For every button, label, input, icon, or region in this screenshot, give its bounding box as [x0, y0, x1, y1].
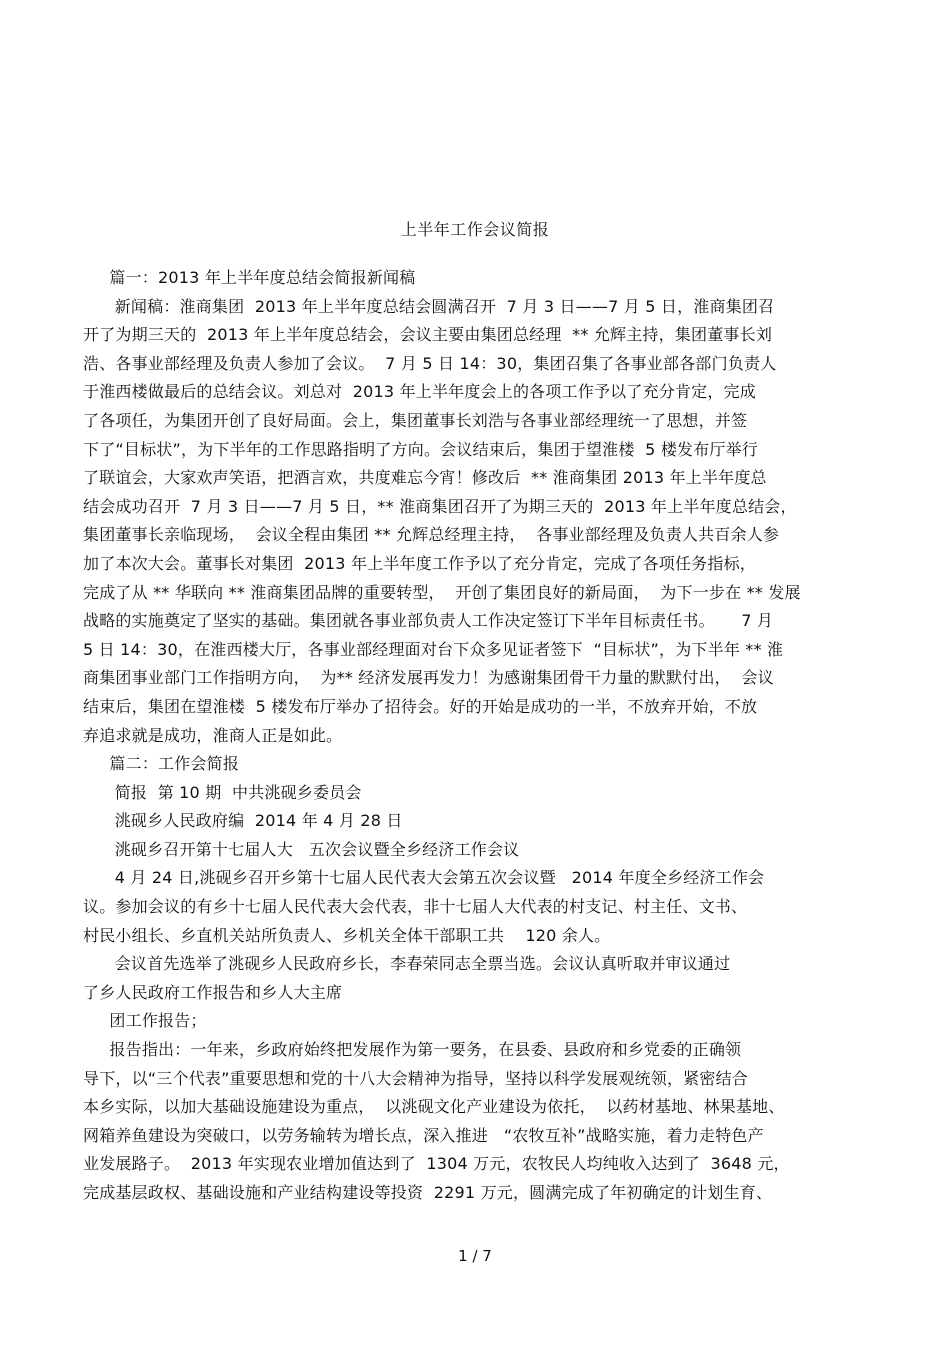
text-line: 4 月 24 日,洮砚乡召开乡第十七届人民代表大会第五次会议暨 2014 年度全乡经济工作会 — [83, 868, 765, 888]
text-line: 篇二：工作会简报 — [83, 754, 240, 774]
text-line: 结会成功召开 7 月 3 日——7 月 5 日，** 淮商集团召开了为期三天的 2013 年上半年度总结会， — [83, 496, 797, 516]
text-line: 了乡人民政府工作报告和乡人大主席 — [83, 982, 343, 1002]
text-line: 完成基层政权、基础设施和产业结构建设等投资 2291 万元，圆满完成了年初确定的计划生育、 — [83, 1183, 773, 1202]
text-line: 团工作报告； — [83, 1011, 207, 1031]
text-line: 商集团事业部门工作指明方向， 为** 经济发展再发力！为感谢集团骨干力量的默默付出， 会议 — [83, 668, 774, 688]
text-line: 洮砚乡人民政府编 2014 年 4 月 28 日 — [83, 811, 403, 831]
text-line: 业发展路子。 2013 年实现农业增加值达到了 1304 万元，农牧民人均纯收入达到了 3648 元， — [83, 1154, 790, 1174]
text-line: 了联谊会，大家欢声笑语，把酒言欢，共度难忘今宵！修改后 ** 淮商集团 2013 年上半年度总 — [83, 468, 767, 488]
text-line: 浩、各事业部经理及负责人参加了会议。 7 月 5 日 14：30，集团召集了各事业部各部门负责人 — [83, 353, 777, 373]
text-line: 5 日 14：30，在淮西楼大厅，各事业部经理面对台下众多见证者签下 “目标状”，为下半年 ** 淮 — [83, 639, 784, 659]
text-line: 会议首先选举了洮砚乡人民政府乡长，李春荣同志全票当选。会议认真听取并审议通过 — [83, 954, 731, 974]
text-line: 加了本次大会。董事长对集团 2013 年上半年度工作予以了充分肯定，完成了各项任务指标， — [83, 553, 756, 573]
text-line: 新闻稿：淮商集团 2013 年上半年度总结会圆满召开 7 月 3 日——7 月 5 日，淮商集团召 — [83, 296, 775, 316]
text-line: 于淮西楼做最后的总结会议。刘总对 2013 年上半年度会上的各项工作予以了充分肯定，完成 — [83, 382, 756, 402]
text-line: 完成了从 ** 华联向 ** 淮商集团品牌的重要转型， 开创了集团良好的新局面， 为下一步在 ** 发展 — [83, 582, 801, 602]
document-title: 上半年工作会议简报 — [400, 220, 550, 239]
text-line: 篇一：2013 年上半年度总结会简报新闻稿 — [83, 268, 416, 287]
text-line: 开了为期三天的 2013 年上半年度总结会，会议主要由集团总经理 ** 允辉主持，集团董事长刘 — [83, 325, 773, 345]
text-line: 简报 第 10 期 中共洮砚乡委员会 — [83, 782, 362, 802]
page-number: 1 / 7 — [458, 1247, 492, 1265]
text-line: 结束后，集团在望淮楼 5 楼发布厅举办了招待会。好的开始是成功的一半，不放弃开始，不放 — [83, 696, 758, 716]
text-line: 网箱养鱼建设为突破口，以劳务输转为增长点，深入推进 “农牧互补”战略实施，着力走特色产 — [83, 1125, 764, 1145]
text-line: 本乡实际，以加大基础设施建设为重点， 以洮砚文化产业建设为依托， 以药材基地、林果基地、 — [83, 1097, 785, 1117]
document-body — [83, 264, 863, 1208]
text-line: 下了“目标状”，为下半年的工作思路指明了方向。会议结束后，集团于望淮楼 5 楼发布厅举行 — [83, 439, 759, 459]
text-line: 弃追求就是成功，淮商人正是如此。 — [83, 725, 343, 745]
text-line: 集团董事长亲临现场， 会议全程由集团 ** 允辉总经理主持， 各事业部经理及负责人共百余人参 — [83, 525, 780, 545]
text-line: 战略的实施奠定了坚实的基础。集团就各事业部负责人工作决定签订下半年目标责任书。 7 月 — [83, 611, 774, 631]
text-line: 议。参加会议的有乡十七届人民代表大会代表，非十七届人大代表的村支记、村主任、文书、 — [83, 897, 748, 917]
text-line: 导下，以“三个代表”重要思想和党的十八大会精神为指导，坚持以科学发展观统领，紧密结合 — [83, 1068, 748, 1088]
text-line: 了各项任，为集团开创了良好局面。会上，集团董事长刘浩与各事业部经理统一了思想，并签 — [83, 410, 748, 430]
text-line: 村民小组长、乡直机关站所负责人、乡机关全体干部职工共 120 余人。 — [83, 925, 611, 945]
text-line: 报告指出：一年来，乡政府始终把发展作为第一要务，在县委、县政府和乡党委的正确领 — [83, 1040, 742, 1060]
text-line: 洮砚乡召开第十七届人大 五次会议暨全乡经济工作会议 — [83, 839, 520, 859]
